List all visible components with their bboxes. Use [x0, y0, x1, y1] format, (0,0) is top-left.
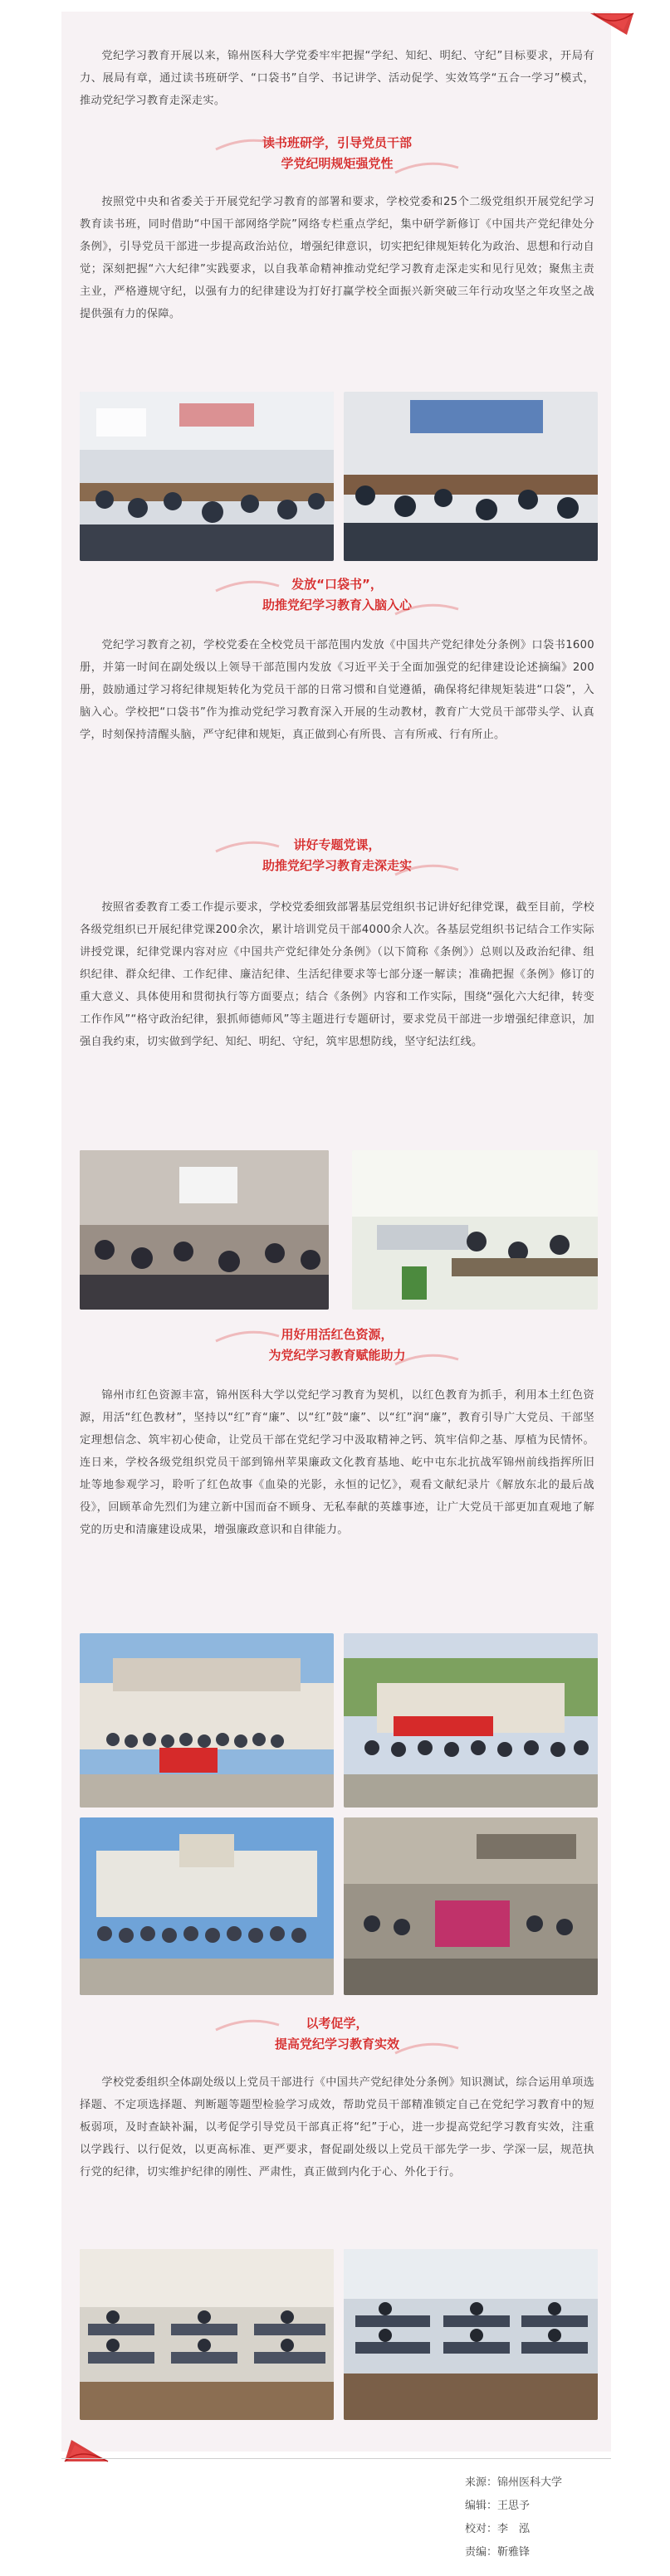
intro-paragraph-block — [80, 45, 594, 112]
section-paragraph: 按照党中央和省委关于开展党纪学习教育的部署和要求，学校党委和25个二级党组织开展党纪学习教育读书班，同时借助“中国干部网络学院”网络专栏重点学纪，集中研学新修订《中国共产党纪律处分条例》，引导党员干部进一步提高政治站位，增强纪律意识，切实把纪律规矩转化为政治、思想和行动自觉；深刻把握“六大纪律”实践要求，以自我革命精神推动党纪学习教育走深走实和见行见效；聚焦主责主业，严格遵规守纪，以强有力的纪律建设为打好打赢学校全面振兴新突破三年行动攻坚之年攻坚之战提供强有力的保障。 — [80, 196, 594, 320]
section-heading-2 — [80, 574, 594, 617]
heading-swoosh-icon — [394, 158, 460, 176]
section-paragraph: 锦州市红色资源丰富，锦州医科大学以党纪学习教育为契机，以红色教育为抓手，利用本土红色资源，用活“红色教材”，坚持以“红”育“廉”、以“红”鼓“廉”、以“红”润“廉”，教育引导广大党员、干部坚定理想信念、筑牢初心使命，让党员干部在党纪学习中汲取精神之钙、筑牢信仰之基、厚植为民情怀。连日来，学校各级党组织党员干部到锦州苹果廉政文化教育基地、屹中屯东北抗战军锦州前线指挥所旧址等地参观学习，聆听了红色故事《血染的光影，永恒的记忆》，观看文献纪录片《解放东北的最后战役》，回顾革命先烈们为建立新中国而奋不顾身、无私奉献的英雄事迹，让广大党员干部更加直观地了解党的历史和清廉建设成果，增强廉政意识和自律能力。 — [80, 1389, 594, 1536]
group-photo-4 — [344, 1817, 598, 1995]
section-heading-line2: 提高党纪学习教育实效 — [274, 2037, 399, 2052]
heading-swoosh-icon — [394, 1349, 460, 1368]
section-heading-4 — [80, 1325, 594, 1368]
section-paragraph: 学校党委组织全体副处级以上党员干部进行《中国共产党纪律处分条例》知识测试，综合运用单项选择题、不定项选择题、判断题等题型检验学习成效，帮助党员干部精准锁定自己在党纪学习教育中的短板弱项，及时查缺补漏，以考促学引导党员干部真正将“纪”于心，进一步提高党纪学习教育实效，注重以学践行、以行促效，以更高标准、更严要求，督促副处级以上党员干部先学一步、学深一层，规范执行党的纪律，切实维护纪律的刚性、严肃性，真正做到内化于心、外化于行。 — [80, 2076, 594, 2178]
exam-photo-2 — [344, 2249, 598, 2420]
section-heading-line1: 讲好专题党课， — [293, 837, 381, 852]
section-heading-line1: 以考促学， — [306, 2016, 369, 2031]
heading-swoosh-icon — [214, 576, 281, 594]
meeting-photo-1 — [80, 392, 334, 561]
footer-divider — [61, 2458, 611, 2459]
section-heading-line2: 助推党纪学习教育入脑入心 — [262, 598, 412, 612]
section-heading-5 — [80, 2013, 594, 2056]
heading-swoosh-icon — [214, 2015, 281, 2033]
heading-swoosh-icon — [214, 1326, 281, 1344]
heading-swoosh-icon — [394, 2038, 460, 2056]
section-heading-3 — [80, 835, 594, 878]
credit-proofreader: 校对：李 泓 — [465, 2523, 531, 2535]
red-fan-corner-icon — [587, 10, 637, 40]
credit-source: 来源：锦州医科大学 — [465, 2476, 563, 2489]
credit-responsible-editor: 责编：靳雅锋 — [465, 2546, 531, 2559]
lecture-photo-2 — [352, 1150, 598, 1310]
group-photo-2 — [344, 1633, 598, 1808]
intro-paragraph: 党纪学习教育开展以来，锦州医科大学党委牢牢把握“学纪、知纪、明纪、守纪”目标要求，开局有力、展局有章，通过读书班研学、“口袋书”自学、书记讲学、活动促学、实效笃学“五合一学习”模式，推动党纪学习教育走深走实。 — [80, 50, 594, 107]
section-heading-line2: 学党纪明规矩强党性 — [281, 156, 394, 171]
exam-photo-1 — [80, 2249, 334, 2420]
credits-block — [465, 2471, 614, 2564]
section-heading-line1: 读书班研学，引导党员干部 — [262, 135, 412, 150]
section-paragraph: 按照省委教育工委工作提示要求，学校党委细致部署基层党组织书记讲好纪律党课，截至目前，学校各级党组织已开展纪律党课200余次，累计培训党员干部4000余人次。各基层党组织书记结合工作实际讲授党课，纪律党课内容对应《中国共产党纪律处分条例》（以下简称《条例》）总则以及政治纪律、组织纪律、群众纪律、工作纪律、廉洁纪律、生活纪律要求等七部分逐一解读；准确把握《条例》修订的重大意义、具体使用和贯彻执行等方面要点；结合《条例》内容和工作实际，围绕“强化六大纪律，转变工作作风”“格守政治纪律，狠抓师德师风”等主题进行专题研讨，要求党员干部进一步增强纪律意识，加强自我约束，切实做到学纪、知纪、明纪、守纪，筑牢思想防线，坚守纪法红线。 — [80, 901, 594, 1048]
section-body-1 — [80, 191, 594, 325]
section-heading-line2: 助推党纪学习教育走深走实 — [262, 858, 412, 873]
meeting-photo-2 — [344, 392, 598, 561]
section-body-4 — [80, 1384, 594, 1541]
heading-swoosh-icon — [394, 599, 460, 617]
section-body-5 — [80, 2071, 594, 2183]
group-photo-3 — [80, 1817, 334, 1995]
credit-editor: 编辑：王思予 — [465, 2500, 531, 2512]
section-heading-line1: 发放“口袋书”， — [291, 577, 383, 592]
group-photo-1 — [80, 1633, 334, 1808]
heading-swoosh-icon — [394, 860, 460, 878]
section-body-3 — [80, 896, 594, 1053]
section-heading-1 — [80, 133, 594, 176]
heading-swoosh-icon — [214, 134, 281, 153]
section-heading-line1: 用好用活红色资源， — [281, 1327, 394, 1342]
heading-swoosh-icon — [214, 837, 281, 855]
red-fan-corner-icon — [61, 2435, 111, 2465]
section-body-2 — [80, 634, 594, 746]
lecture-photo-1 — [80, 1150, 329, 1310]
section-paragraph: 党纪学习教育之初，学校党委在全校党员干部范围内发放《中国共产党纪律处分条例》口袋书1600册，并第一时间在副处级以上领导干部范围内发放《习近平关于全面加强党的纪律建设论述摘编》200册，鼓励通过学习将纪律规矩转化为党员干部的日常习惯和自觉遵循，确保将纪律规矩装进“口袋”，入脑入心。学校把“口袋书”作为推动党纪学习教育深入开展的生动教材，教育广大党员干部带头学、认真学，时刻保持清醒头脑，严守纪律和规矩，真正做到心有所畏、言有所戒、行有所止。 — [80, 639, 594, 741]
section-heading-line2: 为党纪学习教育赋能助力 — [268, 1348, 406, 1363]
